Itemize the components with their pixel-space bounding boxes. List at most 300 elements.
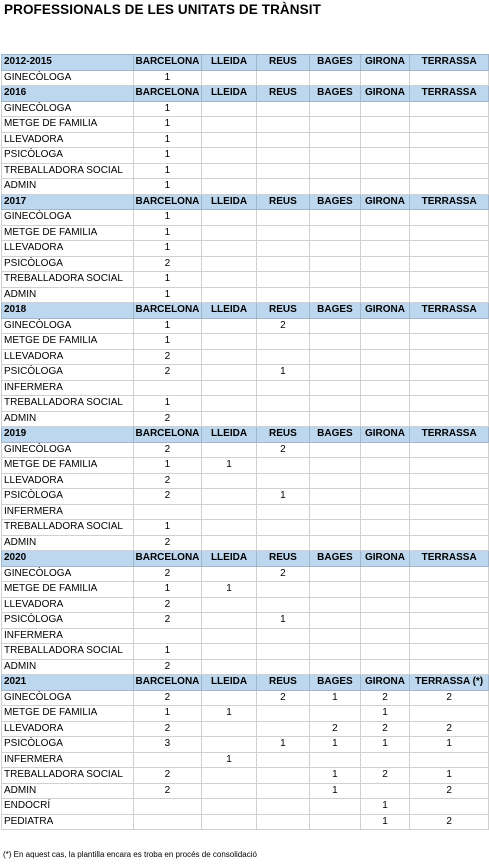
count-cell [310, 613, 360, 629]
role-label: ADMIN [2, 411, 134, 427]
count-cell [360, 644, 410, 660]
count-cell [360, 582, 410, 598]
count-cell [310, 101, 360, 117]
count-cell [310, 706, 360, 722]
count-cell [360, 613, 410, 629]
count-cell: 1 [133, 644, 202, 660]
count-cell [360, 380, 410, 396]
footnote: (*) En aquest cas, la plantilla encara es troba en procés de consolidació [3, 850, 257, 859]
column-header: BARCELONA [133, 194, 202, 210]
count-cell: 1 [133, 334, 202, 350]
role-label: METGE DE FAMILIA [2, 117, 134, 133]
role-label: ADMIN [2, 287, 134, 303]
count-cell [410, 597, 489, 613]
table-row [2, 148, 489, 164]
column-header: GIRONA [360, 303, 410, 319]
count-cell [256, 752, 310, 768]
count-cell: 1 [202, 752, 256, 768]
count-cell [360, 287, 410, 303]
count-cell [310, 458, 360, 474]
role-label: LLEVADORA [2, 132, 134, 148]
count-cell: 2 [360, 768, 410, 784]
count-cell [360, 442, 410, 458]
count-cell [360, 117, 410, 133]
table-row [2, 318, 489, 334]
count-cell: 1 [133, 179, 202, 195]
count-cell [360, 566, 410, 582]
count-cell [256, 814, 310, 830]
count-cell [256, 628, 310, 644]
count-cell [310, 504, 360, 520]
count-cell [256, 535, 310, 551]
role-label: TREBALLADORA SOCIAL [2, 768, 134, 784]
column-header: TERRASSA [410, 551, 489, 567]
role-label: LLEVADORA [2, 597, 134, 613]
table-row [2, 799, 489, 815]
count-cell [410, 210, 489, 226]
table-row [2, 256, 489, 272]
table-row [2, 644, 489, 660]
column-header: LLEIDA [202, 303, 256, 319]
count-cell [360, 520, 410, 536]
count-cell [310, 380, 360, 396]
count-cell [310, 318, 360, 334]
count-cell [410, 706, 489, 722]
count-cell: 2 [133, 256, 202, 272]
column-header: LLEIDA [202, 55, 256, 71]
count-cell [310, 256, 360, 272]
count-cell [310, 132, 360, 148]
count-cell [410, 566, 489, 582]
count-cell: 1 [133, 706, 202, 722]
role-label: INFERMERA [2, 752, 134, 768]
count-cell [410, 287, 489, 303]
count-cell: 2 [310, 721, 360, 737]
count-cell [256, 783, 310, 799]
role-label: INFERMERA [2, 380, 134, 396]
table-row [2, 458, 489, 474]
count-cell [310, 814, 360, 830]
count-cell [202, 70, 256, 86]
count-cell [310, 334, 360, 350]
count-cell [410, 489, 489, 505]
count-cell [360, 225, 410, 241]
count-cell [202, 520, 256, 536]
count-cell [360, 473, 410, 489]
column-header: GIRONA [360, 551, 410, 567]
count-cell: 1 [133, 101, 202, 117]
count-cell [410, 179, 489, 195]
count-cell [360, 349, 410, 365]
count-cell [310, 582, 360, 598]
section-header-row [2, 675, 489, 691]
count-cell [360, 597, 410, 613]
table-row [2, 613, 489, 629]
count-cell [202, 783, 256, 799]
count-cell: 2 [133, 613, 202, 629]
count-cell [133, 504, 202, 520]
count-cell [410, 752, 489, 768]
count-cell: 1 [310, 690, 360, 706]
count-cell [202, 768, 256, 784]
count-cell [256, 721, 310, 737]
table-row [2, 597, 489, 613]
table-row [2, 132, 489, 148]
table-row [2, 365, 489, 381]
count-cell [202, 473, 256, 489]
column-header: LLEIDA [202, 427, 256, 443]
count-cell: 1 [256, 365, 310, 381]
count-cell: 1 [360, 706, 410, 722]
role-label: ADMIN [2, 783, 134, 799]
count-cell [202, 132, 256, 148]
count-cell [202, 272, 256, 288]
count-cell [410, 659, 489, 675]
role-label: TREBALLADORA SOCIAL [2, 644, 134, 660]
count-cell [310, 148, 360, 164]
column-header: BAGES [310, 303, 360, 319]
role-label: INFERMERA [2, 628, 134, 644]
count-cell [202, 566, 256, 582]
count-cell [310, 117, 360, 133]
count-cell [256, 179, 310, 195]
count-cell [310, 520, 360, 536]
count-cell: 1 [310, 768, 360, 784]
count-cell: 2 [410, 721, 489, 737]
count-cell [410, 349, 489, 365]
section-header-row [2, 194, 489, 210]
count-cell [310, 597, 360, 613]
count-cell [410, 380, 489, 396]
count-cell [360, 504, 410, 520]
count-cell: 1 [133, 318, 202, 334]
table-row [2, 210, 489, 226]
role-label: LLEVADORA [2, 721, 134, 737]
role-label: TREBALLADORA SOCIAL [2, 520, 134, 536]
table-row [2, 706, 489, 722]
table-row [2, 225, 489, 241]
count-cell [202, 690, 256, 706]
count-cell [310, 535, 360, 551]
count-cell [202, 365, 256, 381]
count-cell [256, 272, 310, 288]
count-cell: 2 [133, 783, 202, 799]
count-cell [360, 334, 410, 350]
count-cell [256, 458, 310, 474]
column-header: BAGES [310, 551, 360, 567]
count-cell [310, 752, 360, 768]
table-row [2, 117, 489, 133]
count-cell [310, 210, 360, 226]
column-header: TERRASSA [410, 86, 489, 102]
role-label: METGE DE FAMILIA [2, 706, 134, 722]
count-cell [202, 101, 256, 117]
count-cell: 1 [256, 613, 310, 629]
table-row [2, 814, 489, 830]
role-label: LLEVADORA [2, 349, 134, 365]
column-header: GIRONA [360, 427, 410, 443]
count-cell: 2 [410, 783, 489, 799]
role-label: ADMIN [2, 179, 134, 195]
column-header: REUS [256, 675, 310, 691]
count-cell [310, 659, 360, 675]
count-cell [256, 473, 310, 489]
role-label: GINECÒLOGA [2, 442, 134, 458]
role-label: METGE DE FAMILIA [2, 582, 134, 598]
count-cell: 1 [202, 706, 256, 722]
count-cell: 1 [202, 458, 256, 474]
count-cell [310, 628, 360, 644]
column-header: REUS [256, 427, 310, 443]
count-cell [256, 101, 310, 117]
count-cell [310, 287, 360, 303]
count-cell [202, 287, 256, 303]
count-cell: 1 [256, 489, 310, 505]
count-cell [202, 628, 256, 644]
role-label: GINECÒLOGA [2, 566, 134, 582]
count-cell [410, 396, 489, 412]
table-row [2, 768, 489, 784]
count-cell: 1 [360, 737, 410, 753]
count-cell [360, 458, 410, 474]
count-cell [360, 659, 410, 675]
count-cell [310, 644, 360, 660]
count-cell: 1 [310, 783, 360, 799]
count-cell [256, 504, 310, 520]
column-header: BARCELONA [133, 86, 202, 102]
count-cell: 1 [410, 737, 489, 753]
table-row [2, 241, 489, 257]
count-cell [310, 272, 360, 288]
section-header-row [2, 303, 489, 319]
table-row [2, 396, 489, 412]
count-cell: 2 [133, 659, 202, 675]
column-header: BAGES [310, 194, 360, 210]
count-cell: 2 [133, 473, 202, 489]
role-label: PEDIATRA [2, 814, 134, 830]
column-header: REUS [256, 303, 310, 319]
count-cell: 2 [360, 690, 410, 706]
table-row [2, 380, 489, 396]
count-cell: 2 [133, 489, 202, 505]
count-cell [310, 163, 360, 179]
count-cell: 2 [133, 721, 202, 737]
count-cell [256, 799, 310, 815]
column-header: TERRASSA (*) [410, 675, 489, 691]
count-cell [202, 644, 256, 660]
column-header: LLEIDA [202, 551, 256, 567]
count-cell: 1 [133, 148, 202, 164]
count-cell [202, 814, 256, 830]
count-cell [202, 799, 256, 815]
count-cell [410, 365, 489, 381]
count-cell [360, 272, 410, 288]
column-header: TERRASSA [410, 194, 489, 210]
count-cell [310, 70, 360, 86]
count-cell [133, 814, 202, 830]
count-cell: 1 [133, 70, 202, 86]
count-cell [256, 520, 310, 536]
column-header: BARCELONA [133, 551, 202, 567]
year-label: 2016 [2, 86, 134, 102]
year-label: 2012-2015 [2, 55, 134, 71]
count-cell [256, 163, 310, 179]
role-label: PSICÒLOGA [2, 613, 134, 629]
staff-table-body [2, 55, 489, 830]
count-cell [310, 566, 360, 582]
count-cell [133, 380, 202, 396]
column-header: TERRASSA [410, 427, 489, 443]
count-cell: 1 [360, 814, 410, 830]
count-cell [256, 396, 310, 412]
role-label: PSICÒLOGA [2, 737, 134, 753]
column-header: BARCELONA [133, 427, 202, 443]
role-label: PSICÒLOGA [2, 489, 134, 505]
column-header: BAGES [310, 86, 360, 102]
count-cell [310, 396, 360, 412]
role-label: PSICÒLOGA [2, 256, 134, 272]
table-row [2, 411, 489, 427]
count-cell [360, 179, 410, 195]
count-cell [410, 70, 489, 86]
count-cell [360, 411, 410, 427]
count-cell [360, 101, 410, 117]
count-cell [133, 628, 202, 644]
count-cell [256, 287, 310, 303]
count-cell: 2 [133, 566, 202, 582]
column-header: BAGES [310, 55, 360, 71]
role-label: TREBALLADORA SOCIAL [2, 163, 134, 179]
column-header: BARCELONA [133, 675, 202, 691]
count-cell: 2 [256, 318, 310, 334]
count-cell [410, 799, 489, 815]
count-cell [202, 613, 256, 629]
column-header: BAGES [310, 675, 360, 691]
section-header-row [2, 55, 489, 71]
count-cell [310, 489, 360, 505]
count-cell [310, 179, 360, 195]
column-header: TERRASSA [410, 55, 489, 71]
table-row [2, 520, 489, 536]
count-cell [256, 241, 310, 257]
count-cell: 2 [133, 349, 202, 365]
count-cell: 1 [133, 520, 202, 536]
count-cell [360, 163, 410, 179]
column-header: GIRONA [360, 55, 410, 71]
count-cell [202, 148, 256, 164]
count-cell [202, 256, 256, 272]
table-row [2, 628, 489, 644]
count-cell [256, 70, 310, 86]
column-header: LLEIDA [202, 675, 256, 691]
count-cell [410, 225, 489, 241]
count-cell [202, 179, 256, 195]
section-header-row [2, 551, 489, 567]
role-label: METGE DE FAMILIA [2, 334, 134, 350]
year-label: 2018 [2, 303, 134, 319]
count-cell [410, 473, 489, 489]
role-label: METGE DE FAMILIA [2, 225, 134, 241]
count-cell: 1 [133, 241, 202, 257]
count-cell [256, 706, 310, 722]
count-cell [202, 117, 256, 133]
table-row [2, 582, 489, 598]
role-label: ADMIN [2, 659, 134, 675]
count-cell [410, 458, 489, 474]
count-cell: 2 [133, 411, 202, 427]
table-row [2, 737, 489, 753]
role-label: GINECÒLOGA [2, 210, 134, 226]
count-cell [360, 318, 410, 334]
count-cell [310, 349, 360, 365]
count-cell [202, 659, 256, 675]
count-cell: 2 [133, 535, 202, 551]
count-cell [360, 783, 410, 799]
table-row [2, 690, 489, 706]
count-cell [256, 132, 310, 148]
count-cell: 1 [133, 272, 202, 288]
count-cell [256, 582, 310, 598]
table-row [2, 535, 489, 551]
count-cell: 3 [133, 737, 202, 753]
count-cell [410, 117, 489, 133]
count-cell [410, 132, 489, 148]
table-row [2, 473, 489, 489]
count-cell: 1 [360, 799, 410, 815]
table-row [2, 163, 489, 179]
table-row [2, 287, 489, 303]
count-cell [360, 535, 410, 551]
count-cell [360, 628, 410, 644]
count-cell [202, 210, 256, 226]
staff-table [1, 54, 489, 830]
count-cell [410, 442, 489, 458]
column-header: BAGES [310, 427, 360, 443]
count-cell [410, 520, 489, 536]
count-cell: 2 [360, 721, 410, 737]
count-cell [202, 163, 256, 179]
count-cell [410, 644, 489, 660]
table-row [2, 489, 489, 505]
count-cell [410, 272, 489, 288]
year-label: 2017 [2, 194, 134, 210]
count-cell [410, 535, 489, 551]
column-header: REUS [256, 194, 310, 210]
column-header: LLEIDA [202, 194, 256, 210]
count-cell [202, 318, 256, 334]
count-cell [410, 411, 489, 427]
table-row [2, 272, 489, 288]
count-cell: 1 [133, 163, 202, 179]
table-row [2, 566, 489, 582]
count-cell [310, 241, 360, 257]
count-cell [202, 504, 256, 520]
count-cell: 1 [202, 582, 256, 598]
count-cell: 1 [133, 225, 202, 241]
role-label: TREBALLADORA SOCIAL [2, 396, 134, 412]
count-cell: 2 [133, 690, 202, 706]
section-header-row [2, 86, 489, 102]
count-cell: 2 [410, 814, 489, 830]
count-cell [410, 101, 489, 117]
role-label: ADMIN [2, 535, 134, 551]
role-label: GINECÒLOGA [2, 70, 134, 86]
role-label: LLEVADORA [2, 241, 134, 257]
table-row [2, 70, 489, 86]
count-cell [133, 752, 202, 768]
count-cell [360, 489, 410, 505]
count-cell [202, 597, 256, 613]
